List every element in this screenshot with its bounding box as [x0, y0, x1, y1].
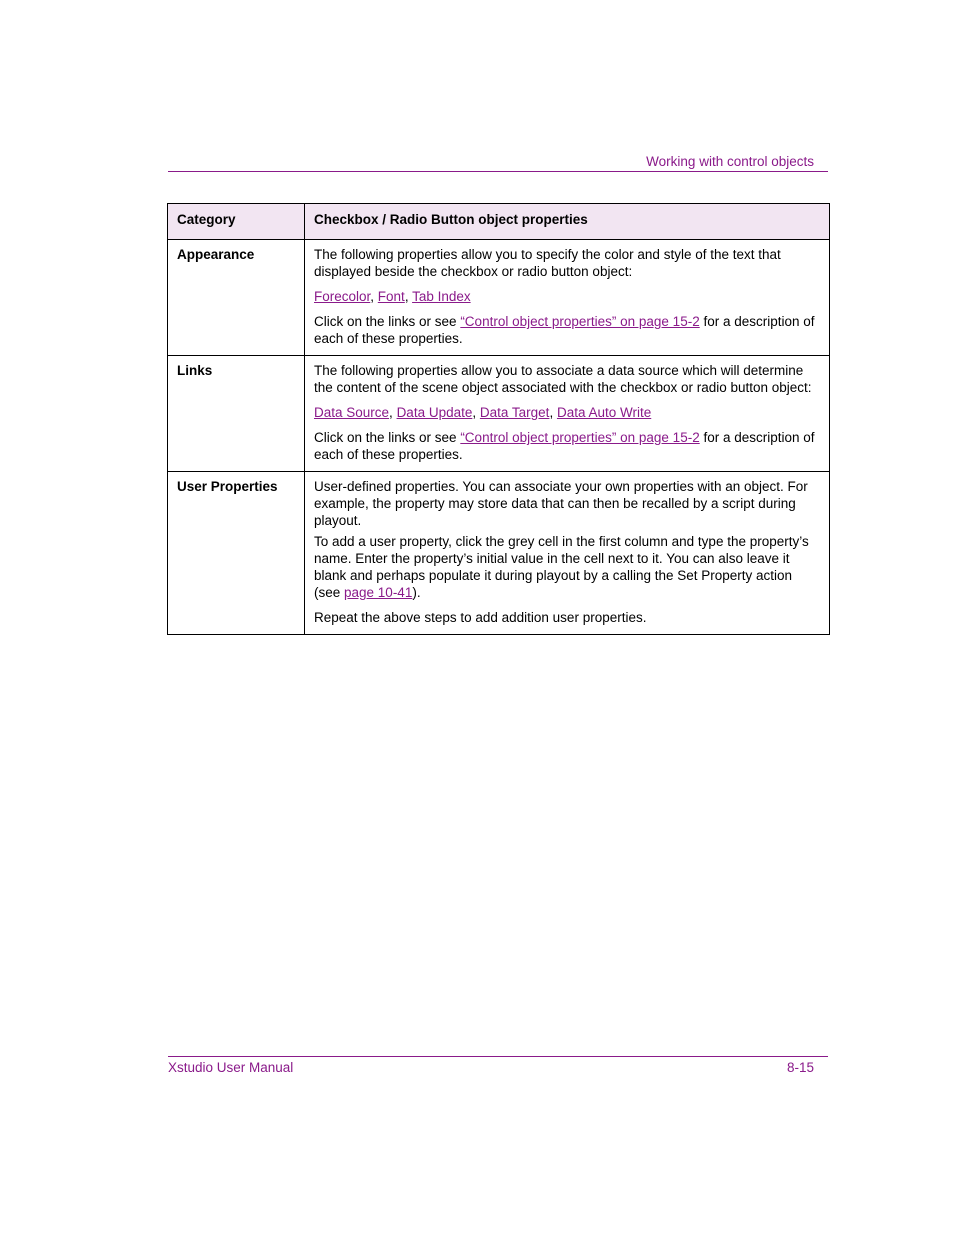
table-row-appearance: [168, 240, 830, 356]
link-data-source[interactable]: Data Source: [314, 405, 390, 420]
links-ref-prefix: Click on the links or see: [314, 430, 461, 445]
links-ref-suffix: for a description of each of these properties.: [314, 430, 815, 462]
description-appearance: [305, 240, 830, 356]
description-user-properties: [305, 472, 830, 635]
category-links: Links: [168, 356, 305, 472]
link-control-object-properties[interactable]: “Control object properties” on page 15-2: [460, 430, 700, 445]
appearance-reference: [314, 313, 820, 347]
column-header-properties: Checkbox / Radio Button object properties: [305, 204, 830, 240]
header-divider: [168, 171, 828, 172]
footer-manual-title: Xstudio User Manual: [168, 1060, 294, 1075]
link-font[interactable]: Font: [377, 289, 405, 304]
links-links: Data Source, Data Update, Data Target, Data Auto Write: [314, 405, 652, 420]
table-row-user-properties: [168, 472, 830, 635]
user-properties-p2-prefix: To add a user property, click the grey cell in the first column and type the property’s name. Enter the property’s initial value in the cell next to it. You can also leave it blank and perhaps populate it during playout by a calling the Set Property action (see: [314, 534, 809, 600]
user-properties-p2: [314, 533, 820, 601]
category-user-properties: User Properties: [168, 472, 305, 635]
link-data-target[interactable]: Data Target: [479, 405, 550, 420]
user-properties-p3: Repeat the above steps to add addition user properties.: [314, 610, 647, 625]
appearance-ref-suffix: for a description of each of these properties.: [314, 314, 815, 346]
appearance-ref-prefix: Click on the links or see: [314, 314, 461, 329]
link-data-update[interactable]: Data Update: [396, 405, 473, 420]
table-header-row: [168, 204, 830, 240]
links-intro: The following properties allow you to associate a data source which will determine the content of the scene object associated with the checkbox or radio button object:: [314, 363, 812, 395]
link-tab-index[interactable]: Tab Index: [412, 289, 471, 304]
description-links: [305, 356, 830, 472]
footer-page-number: 8-15: [786, 1060, 814, 1075]
running-header: Working with control objects: [646, 154, 814, 169]
links-reference: [314, 429, 820, 463]
link-page-10-41[interactable]: page 10-41: [344, 585, 413, 600]
properties-table: [167, 203, 830, 635]
link-data-auto-write[interactable]: Data Auto Write: [556, 405, 652, 420]
appearance-links: Forecolor, Font, Tab Index: [314, 289, 471, 304]
footer-divider: [168, 1056, 828, 1057]
table-row-links: [168, 356, 830, 472]
appearance-intro: The following properties allow you to specify the color and style of the text that displayed beside the checkbox or radio button object:: [314, 247, 781, 279]
column-header-category: Category: [168, 204, 305, 240]
link-forecolor[interactable]: Forecolor: [314, 289, 371, 304]
link-control-object-properties[interactable]: “Control object properties” on page 15-2: [460, 314, 700, 329]
user-properties-p1: User-defined properties. You can associate your own properties with an object. For example, the property may store data that can then be recalled by a script during playout.: [314, 479, 808, 528]
category-appearance: Appearance: [168, 240, 305, 356]
user-properties-p2-suffix: ).: [412, 585, 421, 600]
